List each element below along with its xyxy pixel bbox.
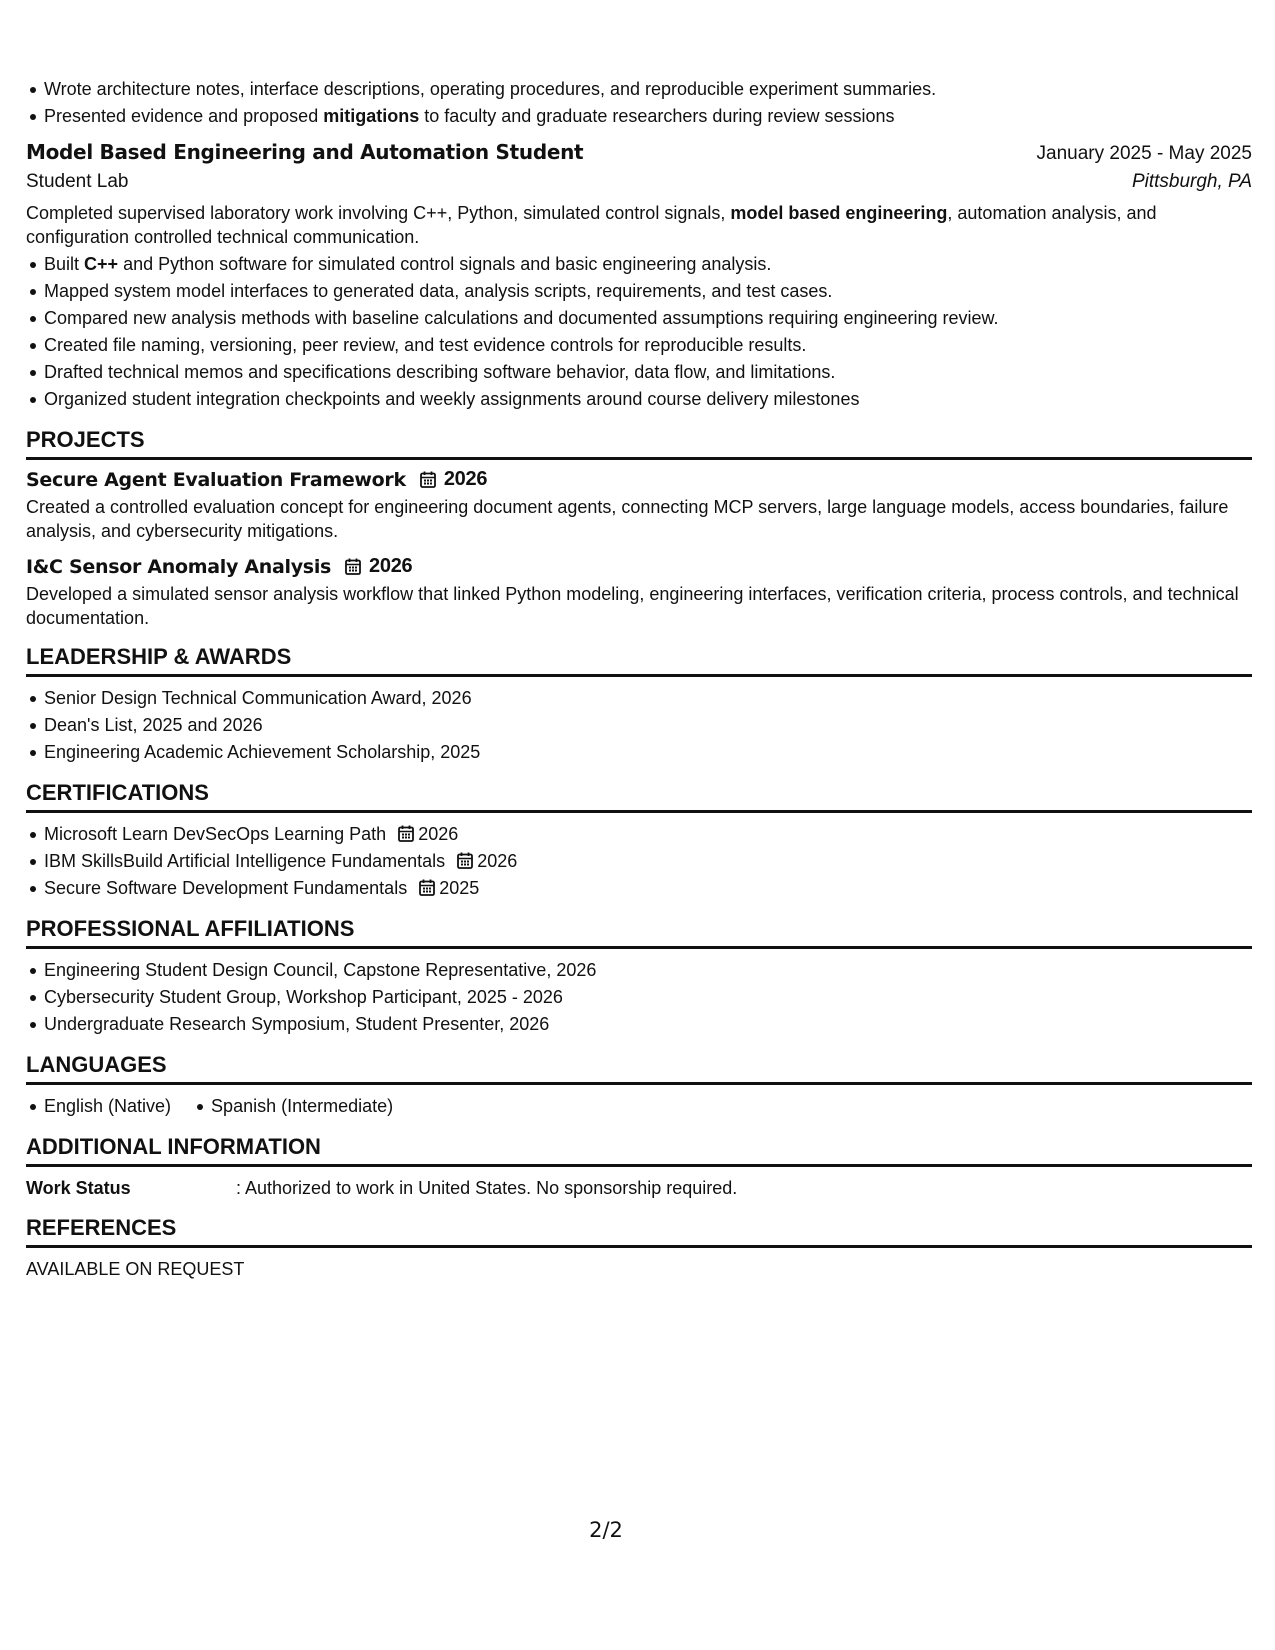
previous-job-bullets <box>26 76 1252 130</box>
list-item <box>44 848 1252 875</box>
work-status-label: Work Status <box>26 1178 131 1198</box>
list-item: Senior Design Technical Communication Award, 2026 <box>44 685 1252 712</box>
calendar-icon <box>398 825 414 842</box>
certifications-list <box>26 821 1252 902</box>
references-section <box>26 1215 1252 1282</box>
affiliations-section <box>26 916 1252 1038</box>
section-title: LANGUAGES <box>26 1052 1252 1085</box>
job-header <box>26 140 1252 165</box>
job-organization: Student Lab <box>26 171 129 192</box>
list-item: Spanish (Intermediate) <box>211 1093 393 1120</box>
affiliations-list <box>26 957 1252 1038</box>
list-item: Cybersecurity Student Group, Workshop Participant, 2025 - 2026 <box>44 984 1252 1011</box>
resume-page <box>26 76 1252 1282</box>
cert-year: 2026 <box>477 851 518 871</box>
list-item: Drafted technical memos and specifications describing software behavior, data flow, and limitations. <box>44 359 1252 386</box>
leadership-section <box>26 644 1252 766</box>
list-item: Compared new analysis methods with baseline calculations and documented assumptions requiring engineering review. <box>44 305 1252 332</box>
job-title: Model Based Engineering and Automation Student <box>26 140 584 164</box>
calendar-icon <box>345 558 361 575</box>
job-location: Pittsburgh, PA <box>1131 171 1252 192</box>
project-description: Created a controlled evaluation concept for engineering document agents, connecting MCP servers, large language models, access boundaries, failure analysis, and cybersecurity mitigations. <box>26 497 1229 541</box>
list-item: Mapped system model interfaces to generated data, analysis scripts, requirements, and test cases. <box>44 278 1252 305</box>
section-title: LEADERSHIP & AWARDS <box>26 644 1252 677</box>
list-item: Created file naming, versioning, peer review, and test evidence controls for reproducible results. <box>44 332 1252 359</box>
work-status-value: : Authorized to work in United States. No sponsorship required. <box>236 1178 738 1198</box>
list-item: Engineering Academic Achievement Scholarship, 2025 <box>44 739 1252 766</box>
project-name: I&C Sensor Anomaly Analysis <box>26 555 332 578</box>
work-status-row <box>26 1175 1252 1201</box>
section-title: PROFESSIONAL AFFILIATIONS <box>26 916 1252 949</box>
calendar-icon <box>419 879 435 896</box>
calendar-icon <box>457 852 473 869</box>
list-item: Engineering Student Design Council, Capstone Representative, 2026 <box>44 957 1252 984</box>
additional-info-section <box>26 1134 1252 1201</box>
job-dates: January 2025 - May 2025 <box>1036 143 1252 164</box>
list-item: Organized student integration checkpoints and weekly assignments around course delivery milestones <box>44 386 1252 413</box>
project-header <box>26 468 1252 491</box>
project-header <box>26 555 1252 578</box>
job-subheader <box>26 171 1252 193</box>
list-item: Presented evidence and proposed mitigations to faculty and graduate researchers during review sessions <box>44 103 1252 130</box>
list-item: Built C++ and Python software for simulated control signals and basic engineering analysis. <box>44 251 1252 278</box>
project-year: 2026 <box>443 468 488 490</box>
cert-year: 2026 <box>418 824 459 844</box>
cert-year: 2025 <box>439 878 480 898</box>
certifications-section <box>26 780 1252 902</box>
section-title: ADDITIONAL INFORMATION <box>26 1134 1252 1167</box>
section-title: CERTIFICATIONS <box>26 780 1252 813</box>
projects-section <box>26 427 1252 630</box>
calendar-icon <box>420 471 436 488</box>
project-year: 2026 <box>369 555 413 577</box>
leadership-list <box>26 685 1252 766</box>
list-item: Undergraduate Research Symposium, Student Presenter, 2026 <box>44 1011 1252 1038</box>
cert-name: Secure Software Development Fundamentals <box>44 878 408 898</box>
job-description: Completed supervised laboratory work involving C++, Python, simulated control signals, model based engineering, automation analysis, and configuration controlled technical communication. <box>26 203 1157 247</box>
cert-name: Microsoft Learn DevSecOps Learning Path <box>44 824 387 844</box>
list-item: English (Native) <box>44 1093 171 1120</box>
list-item: Dean's List, 2025 and 2026 <box>44 712 1252 739</box>
section-title: PROJECTS <box>26 427 1252 460</box>
project-description: Developed a simulated sensor analysis workflow that linked Python modeling, engineering interfaces, verification criteria, process controls, and technical documentation. <box>26 584 1239 628</box>
languages-list <box>26 1093 1252 1120</box>
job-bullets <box>26 251 1252 413</box>
list-item: Wrote architecture notes, interface descriptions, operating procedures, and reproducible experiment summaries. <box>44 76 1252 103</box>
project-name: Secure Agent Evaluation Framework <box>26 468 406 491</box>
languages-section <box>26 1052 1252 1120</box>
cert-name: IBM SkillsBuild Artificial Intelligence Fundamentals <box>44 851 446 871</box>
list-item <box>44 821 1252 848</box>
page-number: 2/2 <box>589 1518 623 1542</box>
list-item <box>44 875 1252 902</box>
references-text: AVAILABLE ON REQUEST <box>26 1259 245 1279</box>
section-title: REFERENCES <box>26 1215 1252 1248</box>
